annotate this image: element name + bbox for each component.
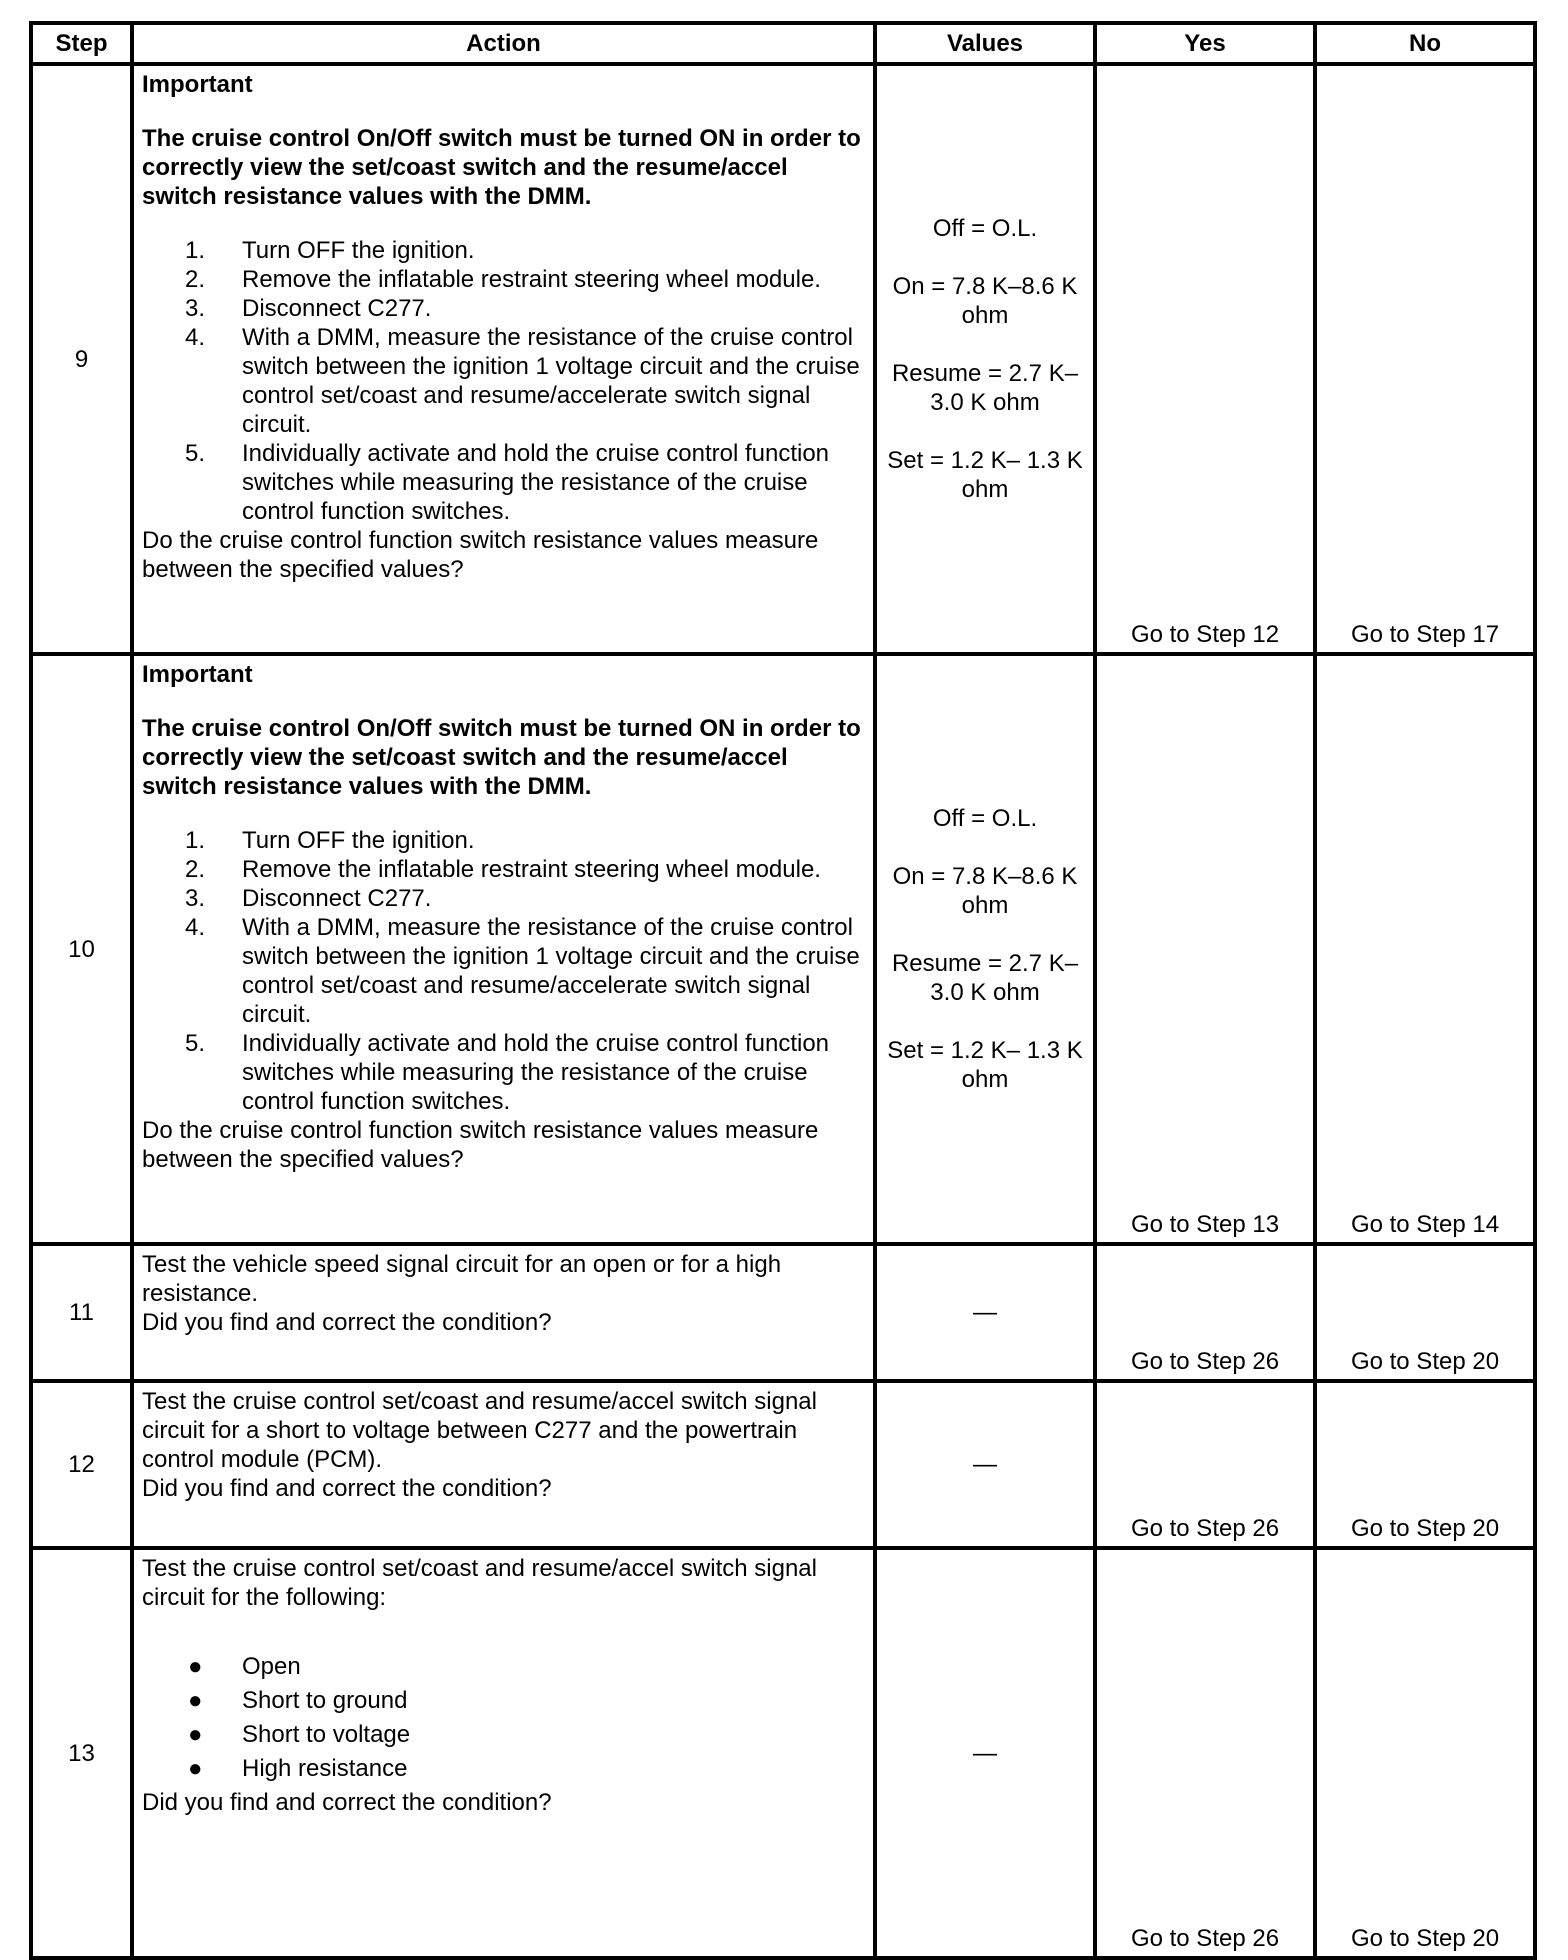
- action-cell: [132, 1244, 875, 1381]
- question-text: Do the cruise control function switch resistance values measure between the specified values?: [142, 527, 819, 583]
- value-on: On = 7.8 K–8.6 K ohm: [892, 273, 1078, 329]
- step-number: 10: [31, 654, 132, 1244]
- yes-cell: Go to Step 26: [1095, 1548, 1315, 1958]
- no-cell: Go to Step 20: [1315, 1548, 1535, 1958]
- yes-cell: Go to Step 12: [1095, 64, 1315, 654]
- yes-cell: Go to Step 13: [1095, 654, 1315, 1244]
- important-label: Important: [142, 661, 253, 688]
- action-text: Test the vehicle speed signal circuit for an open or for a high resistance.: [142, 1251, 782, 1307]
- list-item: ● High resistance: [188, 1755, 408, 1782]
- table-row: [31, 1548, 1535, 1958]
- action-cell: [132, 654, 875, 1244]
- header-step: Step: [31, 23, 132, 64]
- list-item: ● Short to voltage: [188, 1721, 411, 1748]
- step-number: 12: [31, 1381, 132, 1548]
- action-cell: [132, 1381, 875, 1548]
- action-text: Test the cruise control set/coast and resume/accel switch signal circuit for the following:: [142, 1555, 817, 1611]
- important-note: The cruise control On/Off switch must be turned ON in order to correctly view the set/coast switch and the resume/accel switch resistance values with the DMM.: [142, 125, 861, 210]
- table-row: [31, 64, 1535, 654]
- no-cell: Go to Step 17: [1315, 64, 1535, 654]
- step-number: 9: [31, 64, 132, 654]
- procedure-step: 1. Turn OFF the ignition.: [185, 237, 475, 264]
- question-text: Did you find and correct the condition?: [142, 1789, 552, 1816]
- question-text: Did you find and correct the condition?: [142, 1475, 552, 1502]
- table-row: [31, 1244, 1535, 1381]
- value-resume: Resume = 2.7 K– 3.0 K ohm: [891, 950, 1079, 1006]
- procedure-step: 4. With a DMM, measure the resistance of the cruise control switch between the ignition 1 voltage circuit and the cruise control set/coast and resume/accelerate switch signal circuit.: [185, 914, 860, 1028]
- values-cell: [875, 64, 1095, 654]
- diagnostic-table: [29, 21, 1537, 1960]
- header-no: No: [1315, 23, 1535, 64]
- procedure-step: 3. Disconnect C277.: [185, 295, 432, 322]
- procedure-step: 4. With a DMM, measure the resistance of the cruise control switch between the ignition 1 voltage circuit and the cruise control set/coast and resume/accelerate switch signal circuit.: [185, 324, 860, 438]
- values-cell: —: [875, 1381, 1095, 1548]
- procedure-step: 2. Remove the inflatable restraint steering wheel module.: [185, 266, 821, 293]
- step-number: 11: [31, 1244, 132, 1381]
- list-item: ● Short to ground: [188, 1687, 408, 1714]
- no-cell: Go to Step 14: [1315, 654, 1535, 1244]
- value-off: Off = O.L.: [932, 805, 1038, 832]
- procedure-step: 3. Disconnect C277.: [185, 885, 432, 912]
- important-note: The cruise control On/Off switch must be turned ON in order to correctly view the set/coast switch and the resume/accel switch resistance values with the DMM.: [142, 715, 861, 800]
- yes-cell: Go to Step 26: [1095, 1381, 1315, 1548]
- value-resume: Resume = 2.7 K– 3.0 K ohm: [891, 360, 1079, 416]
- important-label: Important: [142, 71, 253, 98]
- table-row: [31, 654, 1535, 1244]
- procedure-step: 1. Turn OFF the ignition.: [185, 827, 475, 854]
- action-cell: [132, 1548, 875, 1958]
- question-text: Did you find and correct the condition?: [142, 1309, 552, 1336]
- action-cell: [132, 64, 875, 654]
- values-cell: —: [875, 1548, 1095, 1958]
- condition-list: [142, 1652, 865, 1788]
- procedure-step: 5. Individually activate and hold the cruise control function switches while measuring the resistance of the cruise control function switches.: [185, 1030, 830, 1115]
- table-row: [31, 1381, 1535, 1548]
- question-text: Do the cruise control function switch resistance values measure between the specified values?: [142, 1117, 819, 1173]
- no-cell: Go to Step 20: [1315, 1244, 1535, 1381]
- header-yes: Yes: [1095, 23, 1315, 64]
- values-cell: [875, 654, 1095, 1244]
- value-off: Off = O.L.: [932, 215, 1038, 242]
- step-number: 13: [31, 1548, 132, 1958]
- value-set: Set = 1.2 K– 1.3 K ohm: [887, 447, 1083, 503]
- procedure-step: 5. Individually activate and hold the cruise control function switches while measuring the resistance of the cruise control function switches.: [185, 440, 830, 525]
- header-action: Action: [132, 23, 875, 64]
- header-values: Values: [875, 23, 1095, 64]
- procedure-list: [142, 236, 865, 526]
- yes-cell: Go to Step 26: [1095, 1244, 1315, 1381]
- value-set: Set = 1.2 K– 1.3 K ohm: [887, 1037, 1083, 1093]
- value-on: On = 7.8 K–8.6 K ohm: [892, 863, 1078, 919]
- values-cell: —: [875, 1244, 1095, 1381]
- header-row: [31, 23, 1535, 64]
- procedure-list: [142, 826, 865, 1116]
- list-item: ● Open: [188, 1653, 301, 1680]
- no-cell: Go to Step 20: [1315, 1381, 1535, 1548]
- procedure-step: 2. Remove the inflatable restraint steering wheel module.: [185, 856, 821, 883]
- action-text: Test the cruise control set/coast and resume/accel switch signal circuit for a short to voltage between C277 and the powertrain control module (PCM).: [142, 1388, 817, 1473]
